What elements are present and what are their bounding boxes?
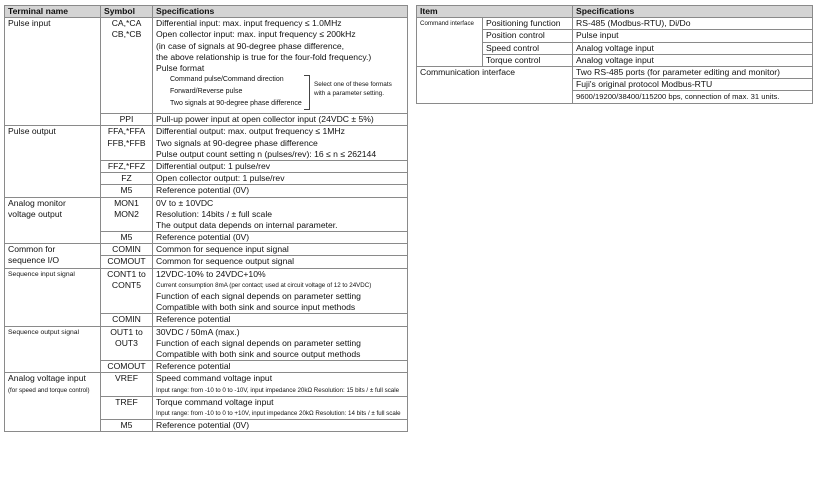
terminal-symbol: CA,*CA CB,*CB	[101, 18, 153, 114]
terminal-spec: Speed command voltage input Input range: from -10 to 0 to -10V, input impedance 20kΩ Resolution: 15 bits / ± full scale	[153, 373, 408, 396]
command-interface-label: Command interface	[417, 18, 483, 67]
terminal-symbol: M5	[101, 420, 153, 432]
terminal-symbol: COMOUT	[101, 361, 153, 373]
terminal-spec: Reference potential	[153, 314, 408, 326]
header-terminal-name: Terminal name	[5, 6, 101, 18]
terminal-symbol: OUT1 to OUT3	[101, 326, 153, 361]
interface-spec: Pulse input	[573, 30, 813, 42]
terminal-symbol: MON1 MON2	[101, 197, 153, 232]
terminal-spec: 0V to ± 10VDC Resolution: 14bits / ± full scale The output data depends on internal parameter.	[153, 197, 408, 232]
terminal-spec: Differential output: 1 pulse/rev	[153, 160, 408, 172]
terminal-spec-table	[4, 5, 408, 432]
terminal-symbol: FZ	[101, 173, 153, 185]
header-item: Item	[417, 6, 573, 18]
terminal-symbol: FFA,*FFA FFB,*FFB	[101, 126, 153, 161]
header-row	[5, 6, 408, 18]
terminal-symbol: PPI	[101, 114, 153, 126]
interface-spec: 9600/19200/38400/115200 bps, connection of max. 31 units.	[573, 91, 813, 103]
table-row	[5, 197, 408, 232]
terminal-spec: Torque command voltage input Input range: from -10 to 0 to +10V, input impedance 20kΩ Resolution: 14 bits / ± full scale	[153, 396, 408, 419]
terminal-symbol: M5	[101, 185, 153, 197]
terminal-symbol: FFZ,*FFZ	[101, 160, 153, 172]
terminal-symbol: COMIN	[101, 314, 153, 326]
interface-spec: Analog voltage input	[573, 54, 813, 66]
terminal-name: Analog monitor voltage output	[5, 197, 101, 244]
table-row	[5, 18, 408, 114]
table-row	[5, 326, 408, 361]
terminal-spec: Reference potential (0V)	[153, 185, 408, 197]
interface-item: Torque control	[483, 54, 573, 66]
interface-item: Positioning function	[483, 18, 573, 30]
terminal-spec: Reference potential	[153, 361, 408, 373]
terminal-symbol: COMOUT	[101, 256, 153, 268]
terminal-name: Pulse input	[5, 18, 101, 126]
terminal-name: Sequence input signal	[5, 268, 101, 326]
terminal-spec: Pull-up power input at open collector input (24VDC ± 5%)	[153, 114, 408, 126]
table-row	[417, 18, 813, 30]
table-row	[5, 126, 408, 161]
header-row	[417, 6, 813, 18]
interface-item: Speed control	[483, 42, 573, 54]
interface-spec-table	[416, 5, 813, 104]
table-row	[5, 373, 408, 396]
header-symbol: Symbol	[101, 6, 153, 18]
interface-spec: Two RS-485 ports (for parameter editing and monitor)	[573, 67, 813, 79]
terminal-spec: Reference potential (0V)	[153, 232, 408, 244]
terminal-spec: Open collector output: 1 pulse/rev	[153, 173, 408, 185]
interface-item: Position control	[483, 30, 573, 42]
terminal-symbol: TREF	[101, 396, 153, 419]
pulse-format-options: Command pulse/Command direction Forward/Reverse pulse Two signals at 90-degree phase difference Select one of these formats with a parameter setting.	[156, 74, 404, 113]
communication-interface-label: Communication interface	[417, 67, 573, 104]
terminal-spec: Reference potential (0V)	[153, 420, 408, 432]
interface-spec: Fuji's original protocol Modbus-RTU	[573, 79, 813, 91]
terminal-spec: Common for sequence input signal	[153, 244, 408, 256]
terminal-name: Sequence output signal	[5, 326, 101, 373]
terminal-spec: 30VDC / 50mA (max.) Function of each signal depends on parameter setting Compatible with both sink and source output methods	[153, 326, 408, 361]
terminal-symbol: M5	[101, 232, 153, 244]
terminal-spec: Differential output: max. output frequency ≤ 1MHz Two signals at 90-degree phase difference Pulse output count setting n (pulses/rev): 16 ≤ n ≤ 262144	[153, 126, 408, 161]
terminal-name: Analog voltage input (for speed and torque control)	[5, 373, 101, 432]
terminal-symbol: VREF	[101, 373, 153, 396]
table-row	[5, 268, 408, 314]
terminal-symbol: COMIN	[101, 244, 153, 256]
interface-spec: RS-485 (Modbus-RTU), Di/Do	[573, 18, 813, 30]
format-note: Select one of these formats with a parameter setting.	[314, 81, 392, 98]
terminal-spec: Differential input: max. input frequency ≤ 1.0MHz Open collector input: max. input frequency ≤ 200kHz (in case of signals at 90-degree phase difference, the above relationship is true for the four-fold frequency.) Pulse format Command pulse/Command direction Forward/Reverse pulse Two signals at 90-degree phase difference Select one of these formats with a parameter setting.	[153, 18, 408, 114]
brace-icon	[304, 75, 310, 110]
terminal-symbol: CONT1 to CONT5	[101, 268, 153, 314]
table-row	[5, 244, 408, 256]
interface-spec: Analog voltage input	[573, 42, 813, 54]
table-row	[417, 67, 813, 79]
terminal-spec: 12VDC-10% to 24VDC+10% Current consumption 8mA (per contact; used at circuit voltage of 12 to 24VDC) Function of each signal depends on parameter setting Compatible with both sink and source input methods	[153, 268, 408, 314]
terminal-spec: Common for sequence output signal	[153, 256, 408, 268]
terminal-name: Pulse output	[5, 126, 101, 197]
terminal-name: Common for sequence I/O	[5, 244, 101, 268]
header-specifications: Specifications	[153, 6, 408, 18]
header-specifications: Specifications	[573, 6, 813, 18]
